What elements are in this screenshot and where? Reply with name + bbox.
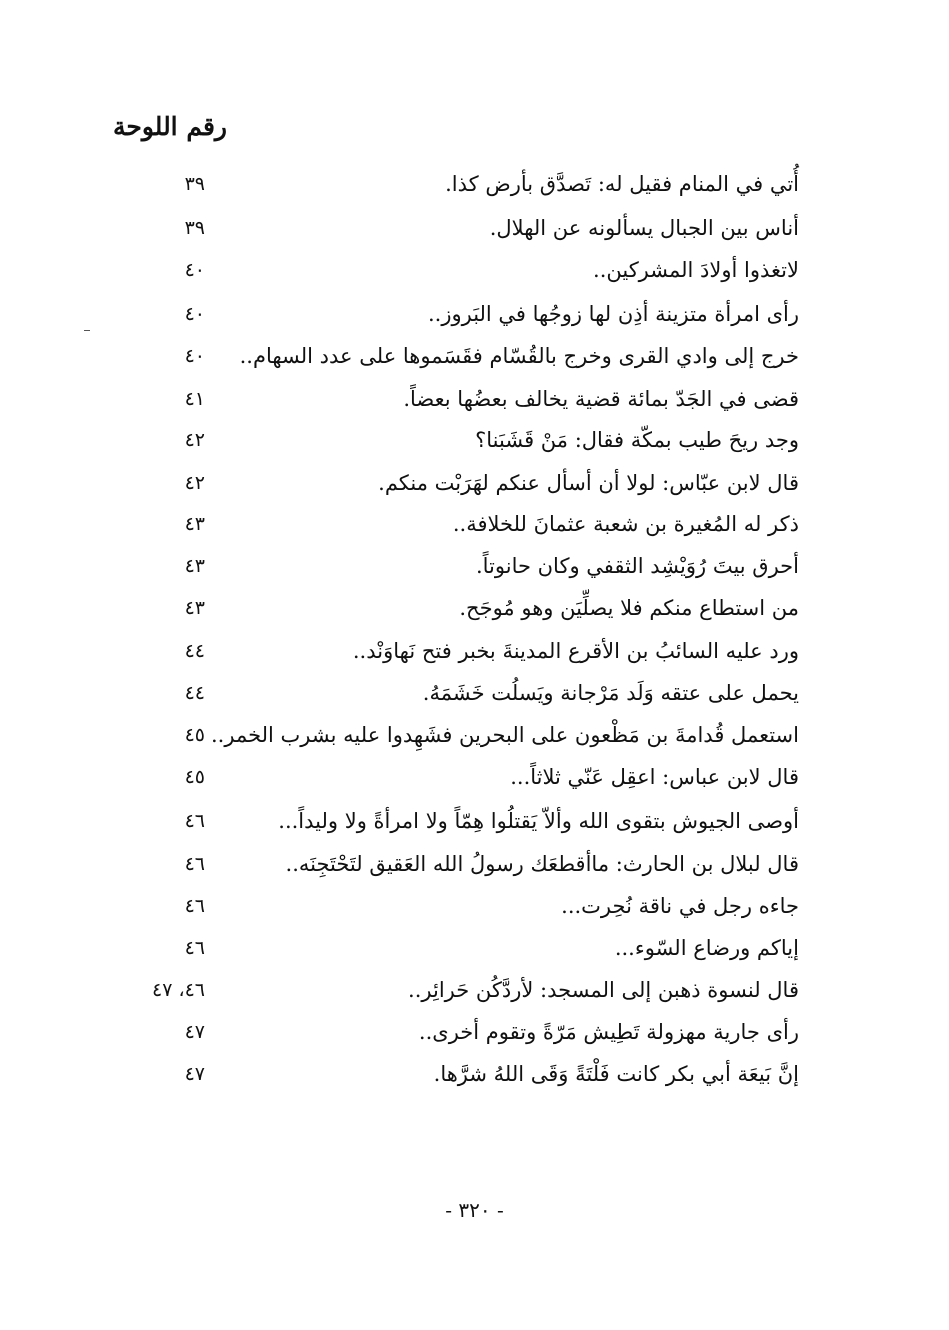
list-item: [0, 421, 949, 459]
plate-number: ٤٦، ٤٧: [151, 979, 205, 1001]
entry-text: قال لابن عبّاس: لولا أن أسأل عنكم لهَرَبْت منكم.: [378, 471, 799, 495]
entry-text: أُتي في المنام فقيل له: تَصدَّق بأرض كذا.: [445, 172, 799, 196]
list-item: [0, 380, 949, 418]
entry-text: خرج إلى وادي القرى وخرج بالقُسّام فقَسَموها على عدد السهام..: [239, 344, 799, 368]
list-item: [0, 674, 949, 712]
entry-text: وجد ريحَ طيب بمكّة فقال: مَنْ قَشَبَنا؟: [475, 428, 799, 452]
list-item: [0, 845, 949, 883]
plate-number: ٤٤: [184, 640, 205, 662]
list-item: [0, 295, 949, 333]
plate-number: ٤٣: [184, 513, 205, 535]
column-header-plate-number: رقم اللوحة: [113, 112, 227, 141]
plate-number: ٤٢: [184, 429, 205, 451]
plate-number: ٤٤: [184, 682, 205, 704]
list-item: [0, 1013, 949, 1051]
list-item: [0, 971, 949, 1009]
list-item: [0, 802, 949, 840]
list-item: [0, 209, 949, 247]
page-number: - ٣٢٠ -: [445, 1198, 504, 1222]
plate-number: ٤٦: [184, 895, 205, 917]
entry-text: قال لابن عباس: اعقِل عَنّي ثلاثاً...: [510, 765, 799, 789]
list-item: [0, 887, 949, 925]
entry-text: يحمل على عتقه وَلَد مَرْجانة ويَسلُت خَشَمَهُ.: [422, 681, 799, 705]
plate-number: ٣٩: [184, 217, 205, 239]
entry-text: من استطاع منكم فلا يصلِّيَن وهو مُوجَح.: [459, 596, 799, 620]
plate-number: ٣٩: [184, 173, 205, 195]
plate-number: ٤٥: [184, 724, 205, 746]
list-item: [0, 547, 949, 585]
entry-text: أوصى الجيوش بتقوى الله وألاّ يَقتلُوا هِمّاً ولا امرأةً ولا وليداً...: [278, 809, 799, 833]
plate-number: ٤٦: [184, 853, 205, 875]
plate-number: ٤٠: [184, 345, 205, 367]
list-item: [0, 758, 949, 796]
list-item: [0, 505, 949, 543]
list-item: [0, 337, 949, 375]
entry-text: استعمل قُدامةَ بن مَظْعون على البحرين فشَهِدوا عليه بشرب الخمر..: [211, 723, 799, 747]
list-item: [0, 589, 949, 627]
plate-number: ٤٦: [184, 937, 205, 959]
plate-number: ٤٦: [184, 810, 205, 832]
list-item: [0, 929, 949, 967]
entry-text: رأى جارية مهزولة تَطِيش مَرّةً وتقوم أخرى..: [418, 1020, 799, 1044]
entry-text: قال لنسوة ذهبن إلى المسجد: لأردَّكُن حَرائِر..: [408, 978, 799, 1002]
entry-text: أحرق بيتَ رُوَيْشِد الثقفي وكان حانوتاً.: [475, 554, 799, 578]
plate-number: ٤٧: [184, 1063, 205, 1085]
margin-mark: [84, 330, 90, 331]
entry-text: أناس بين الجبال يسألونه عن الهلال.: [489, 216, 799, 240]
plate-number: ٤١: [184, 388, 205, 410]
list-item: [0, 165, 949, 203]
plate-number: ٤٧: [184, 1021, 205, 1043]
plate-number: ٤٥: [184, 766, 205, 788]
entry-text: ذكر له المُغيرة بن شعبة عثمانَ للخلافة..: [452, 512, 799, 536]
list-item: [0, 251, 949, 289]
plate-number: ٤٣: [184, 597, 205, 619]
list-item: [0, 716, 949, 754]
entry-text: ورد عليه السائبُ بن الأقرع المدينةَ بخبر فتح نَهاوَنْد..: [352, 639, 799, 663]
entry-text: قضى في الجَدّ بمائة قضية يخالف بعضُها بعضاً.: [403, 387, 799, 411]
entry-text: جاءه رجل في ناقة نُحِرت...: [561, 894, 799, 918]
list-item: [0, 1055, 949, 1093]
list-item: [0, 464, 949, 502]
plate-number: ٤٢: [184, 472, 205, 494]
plate-number: ٤٠: [184, 259, 205, 281]
entry-text: قال لبلال بن الحارث: ماأقطعَك رسولُ الله العَقيق لتَحْتَجِنَه..: [285, 852, 799, 876]
entry-text: رأى امرأة متزينة أذِن لها زوجُها في البَروز..: [427, 302, 799, 326]
entry-text: لاتغذوا أولادَ المشركين..: [593, 258, 799, 282]
plate-number: ٤٠: [184, 303, 205, 325]
entry-text: إنَّ بَيعَة أبي بكر كانت فَلْتَةً وَقَى اللهُ شرَّها.: [433, 1062, 799, 1086]
entry-text: إياكم ورضاع السّوء...: [614, 936, 799, 960]
plate-number: ٤٣: [184, 555, 205, 577]
list-item: [0, 632, 949, 670]
